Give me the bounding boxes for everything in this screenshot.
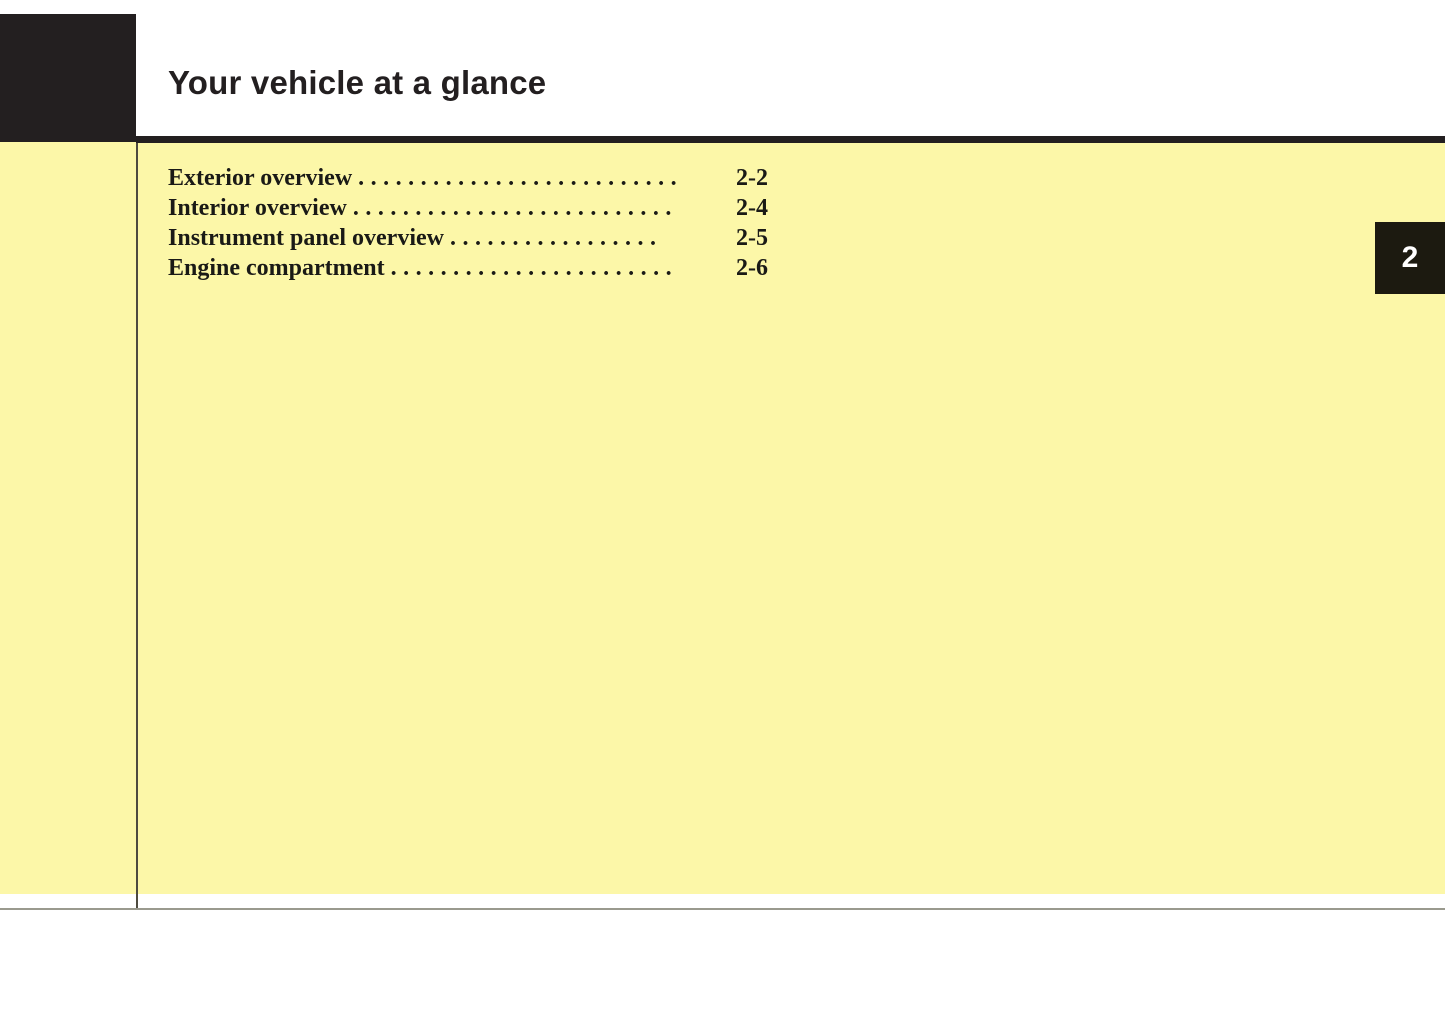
toc-entry-label: Instrument panel overview [168,225,444,251]
list-item[interactable] [168,223,768,253]
table-of-contents [168,163,768,283]
footer-rule [0,908,1445,910]
toc-leader-dots: .......................... [352,196,678,220]
corner-tab-block [0,14,136,142]
toc-entry-page: 2-6 [736,255,768,281]
toc-entry-page: 2-5 [736,225,768,251]
toc-entry-page: 2-4 [736,195,768,221]
toc-leader-dots: ................. [449,226,663,250]
list-item[interactable] [168,253,768,283]
list-item[interactable] [168,193,768,223]
toc-entry-label: Exterior overview [168,165,353,191]
page-title: Your vehicle at a glance [168,64,547,101]
list-item[interactable] [168,163,768,193]
chapter-number-tab: 2 [1375,222,1445,294]
title-underline-rule [136,136,1445,143]
toc-entry-label: Engine compartment [168,255,385,281]
toc-entry-label: Interior overview [168,195,347,221]
left-margin-strip [0,142,136,894]
toc-entry-page: 2-2 [736,165,768,191]
toc-leader-dots: .......................... [358,166,684,190]
toc-leader-dots: ....................... [390,256,679,280]
